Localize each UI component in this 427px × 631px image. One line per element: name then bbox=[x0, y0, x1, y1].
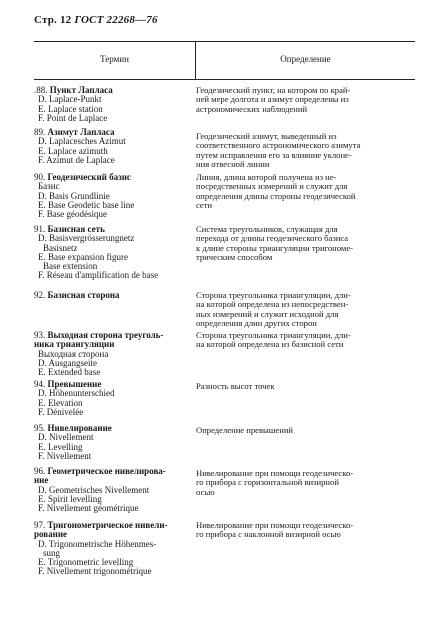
column-header-term: Термин bbox=[100, 54, 129, 64]
definition-cell bbox=[196, 225, 414, 262]
definition-line: ных измерений и служит исходной для bbox=[196, 308, 339, 319]
definition-line: Разность высот точек bbox=[196, 381, 275, 391]
definition-line: Система треугольников, служащая для bbox=[196, 224, 338, 234]
foreign-equivalent: D. Basisvergrösserungnetz bbox=[38, 233, 135, 244]
foreign-equivalent: E. Levelling bbox=[38, 441, 83, 452]
foreign-equivalent: E. Spirit levelling bbox=[38, 493, 102, 504]
definition-cell bbox=[196, 173, 414, 210]
definition-line: путем исправления его за влияние уклоне- bbox=[196, 149, 352, 160]
definition-line: астрономических наблюдений bbox=[196, 103, 308, 114]
foreign-equivalent: E. Base Geodetic base line bbox=[38, 199, 135, 210]
table-top-rule bbox=[34, 41, 415, 42]
definition-cell bbox=[196, 469, 414, 497]
term-title-continuation: ние bbox=[34, 475, 49, 486]
definition-line: соответственного астрономического азимута bbox=[196, 140, 361, 151]
term-cell bbox=[34, 86, 194, 123]
definition-line: ния отвесной линии bbox=[196, 158, 270, 169]
foreign-equivalent: E. Elevation bbox=[38, 397, 83, 408]
term-number: 90. bbox=[34, 172, 48, 182]
definition-cell bbox=[196, 291, 414, 328]
definition-line: трическим способом bbox=[196, 251, 273, 262]
term-number: .88. bbox=[34, 85, 50, 95]
standard-code: ГОСТ 22268—76 bbox=[74, 14, 158, 26]
definition-line: посредственных измерений и служит для bbox=[196, 181, 348, 192]
foreign-equivalent: D. Laplacesches Azimut bbox=[38, 136, 126, 147]
page-number: Стр. 12 bbox=[34, 14, 72, 26]
definition-line: Сторона треугольника триангуляции, дли- bbox=[196, 330, 351, 340]
term-heading bbox=[34, 291, 194, 300]
term-number: 91. bbox=[34, 224, 48, 234]
foreign-equivalent: Basisnetz bbox=[43, 242, 78, 253]
foreign-equivalent: E. Extended base bbox=[38, 367, 101, 378]
definition-cell bbox=[196, 426, 414, 435]
foreign-equivalent: D. Höhenunterschied bbox=[38, 388, 115, 399]
term-cell bbox=[34, 467, 194, 513]
definition-cell bbox=[196, 521, 414, 540]
term-cell bbox=[34, 128, 194, 165]
foreign-equivalent: E. Trigonometric levelling bbox=[38, 557, 134, 568]
foreign-equivalent: F. Azimut de Laplace bbox=[38, 154, 115, 165]
term-title: Геодезический базис bbox=[47, 172, 131, 182]
term-title: Выходная сторона треуголь- bbox=[47, 330, 164, 340]
term-cell bbox=[34, 521, 194, 577]
definition-line: го прибора с горизонтальной визирной bbox=[196, 477, 339, 488]
term-title: Геометрическое нивелирова- bbox=[47, 466, 166, 476]
term-heading bbox=[34, 467, 194, 476]
foreign-equivalent: F. Point de Laplace bbox=[38, 112, 108, 123]
definition-line: на которой определена из непосредствен- bbox=[196, 299, 349, 310]
table-header-rule bbox=[34, 79, 415, 80]
term-cell bbox=[34, 173, 194, 219]
term-title-continuation: ника триангуляции bbox=[34, 339, 115, 350]
foreign-equivalent: D. Ausgangseite bbox=[38, 357, 97, 368]
term-number: 95. bbox=[34, 423, 48, 433]
term-title: Пункт Лапласа bbox=[49, 85, 113, 95]
term-number: 92. bbox=[34, 290, 48, 300]
definition-line: определения длины стороны геодезической bbox=[196, 190, 356, 201]
term-number: 97. bbox=[34, 520, 48, 530]
page-header bbox=[34, 14, 158, 26]
definition-cell bbox=[196, 382, 414, 391]
definition-line: определения длин других сторон bbox=[196, 317, 317, 328]
foreign-equivalent: D. Basis Grundlinie bbox=[38, 190, 110, 201]
definition-line: Линия, длина которой получена из не- bbox=[196, 172, 337, 182]
definition-line: на которой определена из базисной сети bbox=[196, 339, 344, 350]
term-cell bbox=[34, 291, 194, 300]
definition-line: Сторона треугольника триангуляции, дли- bbox=[196, 290, 351, 300]
definition-line: Геодезический азимут, выведенный из bbox=[196, 131, 337, 141]
term-number: 89. bbox=[34, 127, 48, 137]
foreign-equivalent: F. Base géodésique bbox=[38, 209, 108, 220]
foreign-equivalent: F. Nivellement géométrique bbox=[38, 503, 139, 514]
term-title: Превышение bbox=[47, 379, 102, 389]
definition-cell bbox=[196, 86, 414, 114]
foreign-equivalent: F. Réseau d'amplification de base bbox=[38, 270, 159, 281]
foreign-equivalent: F. Dénivelée bbox=[38, 406, 84, 417]
definition-line: осью bbox=[196, 486, 215, 497]
term-title: Тригонометрическое нивели- bbox=[47, 520, 168, 530]
definition-line: Нивелирование при помощи геодезическо- bbox=[196, 520, 354, 530]
definition-line: ней мере долгота и азимут определены из bbox=[196, 94, 349, 105]
term-number: 96. bbox=[34, 466, 48, 476]
definition-line: го прибора с наклонной визирной осью bbox=[196, 529, 341, 540]
term-number: 93. bbox=[34, 330, 48, 340]
term-title: Азимут Лапласа bbox=[47, 127, 115, 137]
foreign-equivalent: D. Trigonometrische Höhenmes- bbox=[38, 538, 157, 549]
foreign-equivalent: D. Laplace-Punkt bbox=[38, 94, 102, 105]
definition-line: Определение превышений bbox=[196, 425, 294, 435]
definition-line: Геодезический пункт, на котором по край- bbox=[196, 85, 351, 95]
foreign-equivalent: F. Nivellement bbox=[38, 450, 92, 461]
definition-line: Нивелирование при помощи геодезическо- bbox=[196, 468, 354, 478]
foreign-equivalent: Выходная сторона bbox=[38, 348, 109, 359]
foreign-equivalent: sung bbox=[43, 547, 61, 558]
foreign-equivalent: E. Laplace azimuth bbox=[38, 145, 108, 156]
term-title: Нивелирование bbox=[47, 423, 112, 433]
definition-line: перехода от длины геодезического базиса bbox=[196, 233, 349, 244]
definition-cell bbox=[196, 132, 414, 169]
foreign-equivalent: D. Geometrisches Nivellement bbox=[38, 484, 150, 495]
definition-cell bbox=[196, 331, 414, 350]
foreign-equivalent: F. Nivellement trigonométrique bbox=[38, 566, 152, 577]
term-cell bbox=[34, 225, 194, 281]
foreign-equivalent: E. Base expansion figure bbox=[38, 251, 128, 262]
foreign-equivalent: Базис bbox=[38, 181, 60, 192]
foreign-equivalent: D. Nivellement bbox=[38, 432, 94, 443]
term-cell bbox=[34, 331, 194, 377]
definition-line: сети bbox=[196, 199, 213, 210]
term-title: Базисная сеть bbox=[47, 224, 105, 234]
term-number: 94. bbox=[34, 379, 48, 389]
foreign-equivalent: E. Laplace station bbox=[38, 103, 103, 114]
term-cell bbox=[34, 380, 194, 417]
column-header-definition: Определение bbox=[280, 54, 331, 64]
foreign-equivalent: Base extension bbox=[43, 261, 98, 272]
term-cell bbox=[34, 424, 194, 461]
term-title: Базисная сторона bbox=[47, 290, 120, 300]
term-title-continuation: рование bbox=[34, 529, 68, 540]
definition-line: к длине стороны триангуляции тригономе- bbox=[196, 242, 354, 253]
